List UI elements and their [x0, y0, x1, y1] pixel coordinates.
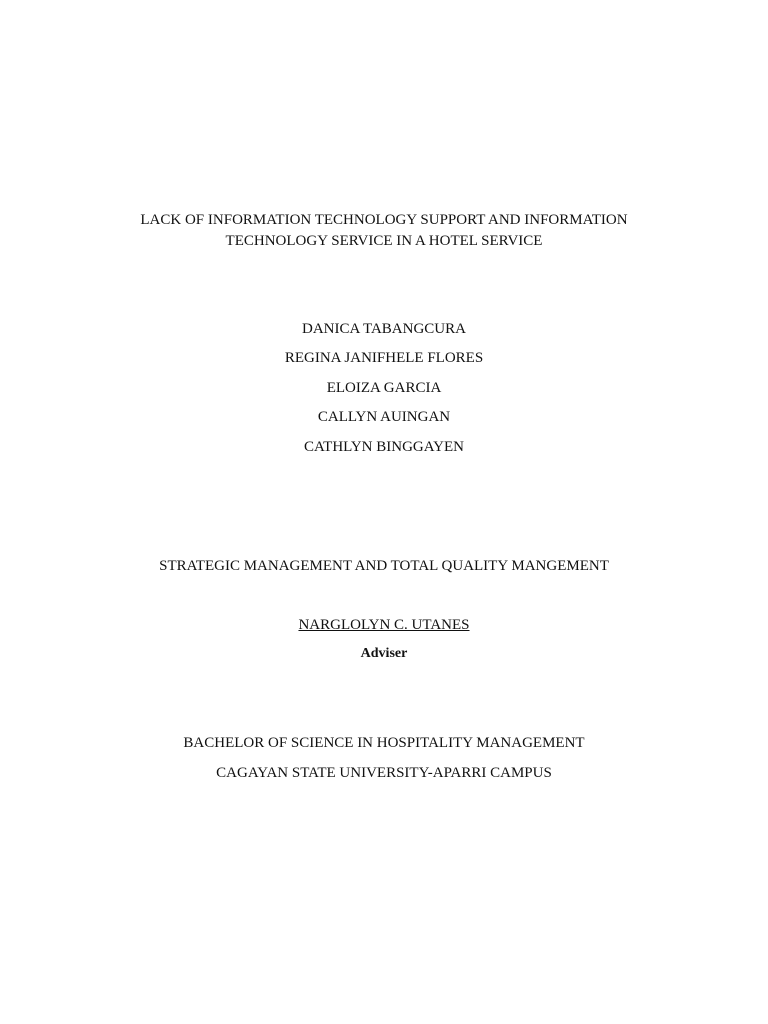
degree-program: BACHELOR OF SCIENCE IN HOSPITALITY MANAGEMENT: [183, 735, 585, 751]
adviser-role: Adviser: [360, 646, 408, 661]
adviser-name: NARGLOLYN C. UTANES: [298, 617, 470, 633]
author-name: DANICA TABANGCURA: [302, 321, 466, 337]
title-line-2: TECHNOLOGY SERVICE IN A HOTEL SERVICE: [225, 233, 543, 249]
author-name: CALLYN AUINGAN: [317, 409, 451, 425]
author-name: CATHLYN BINGGAYEN: [303, 439, 465, 455]
title-line-1: LACK OF INFORMATION TECHNOLOGY SUPPORT AND INFORMATION: [140, 212, 628, 228]
author-name: REGINA JANIFHELE FLORES: [284, 350, 484, 366]
author-name: ELOIZA GARCIA: [326, 380, 442, 396]
university-name: CAGAYAN STATE UNIVERSITY-APARRI CAMPUS: [216, 765, 552, 781]
course-title: STRATEGIC MANAGEMENT AND TOTAL QUALITY MANGEMENT: [159, 558, 609, 574]
